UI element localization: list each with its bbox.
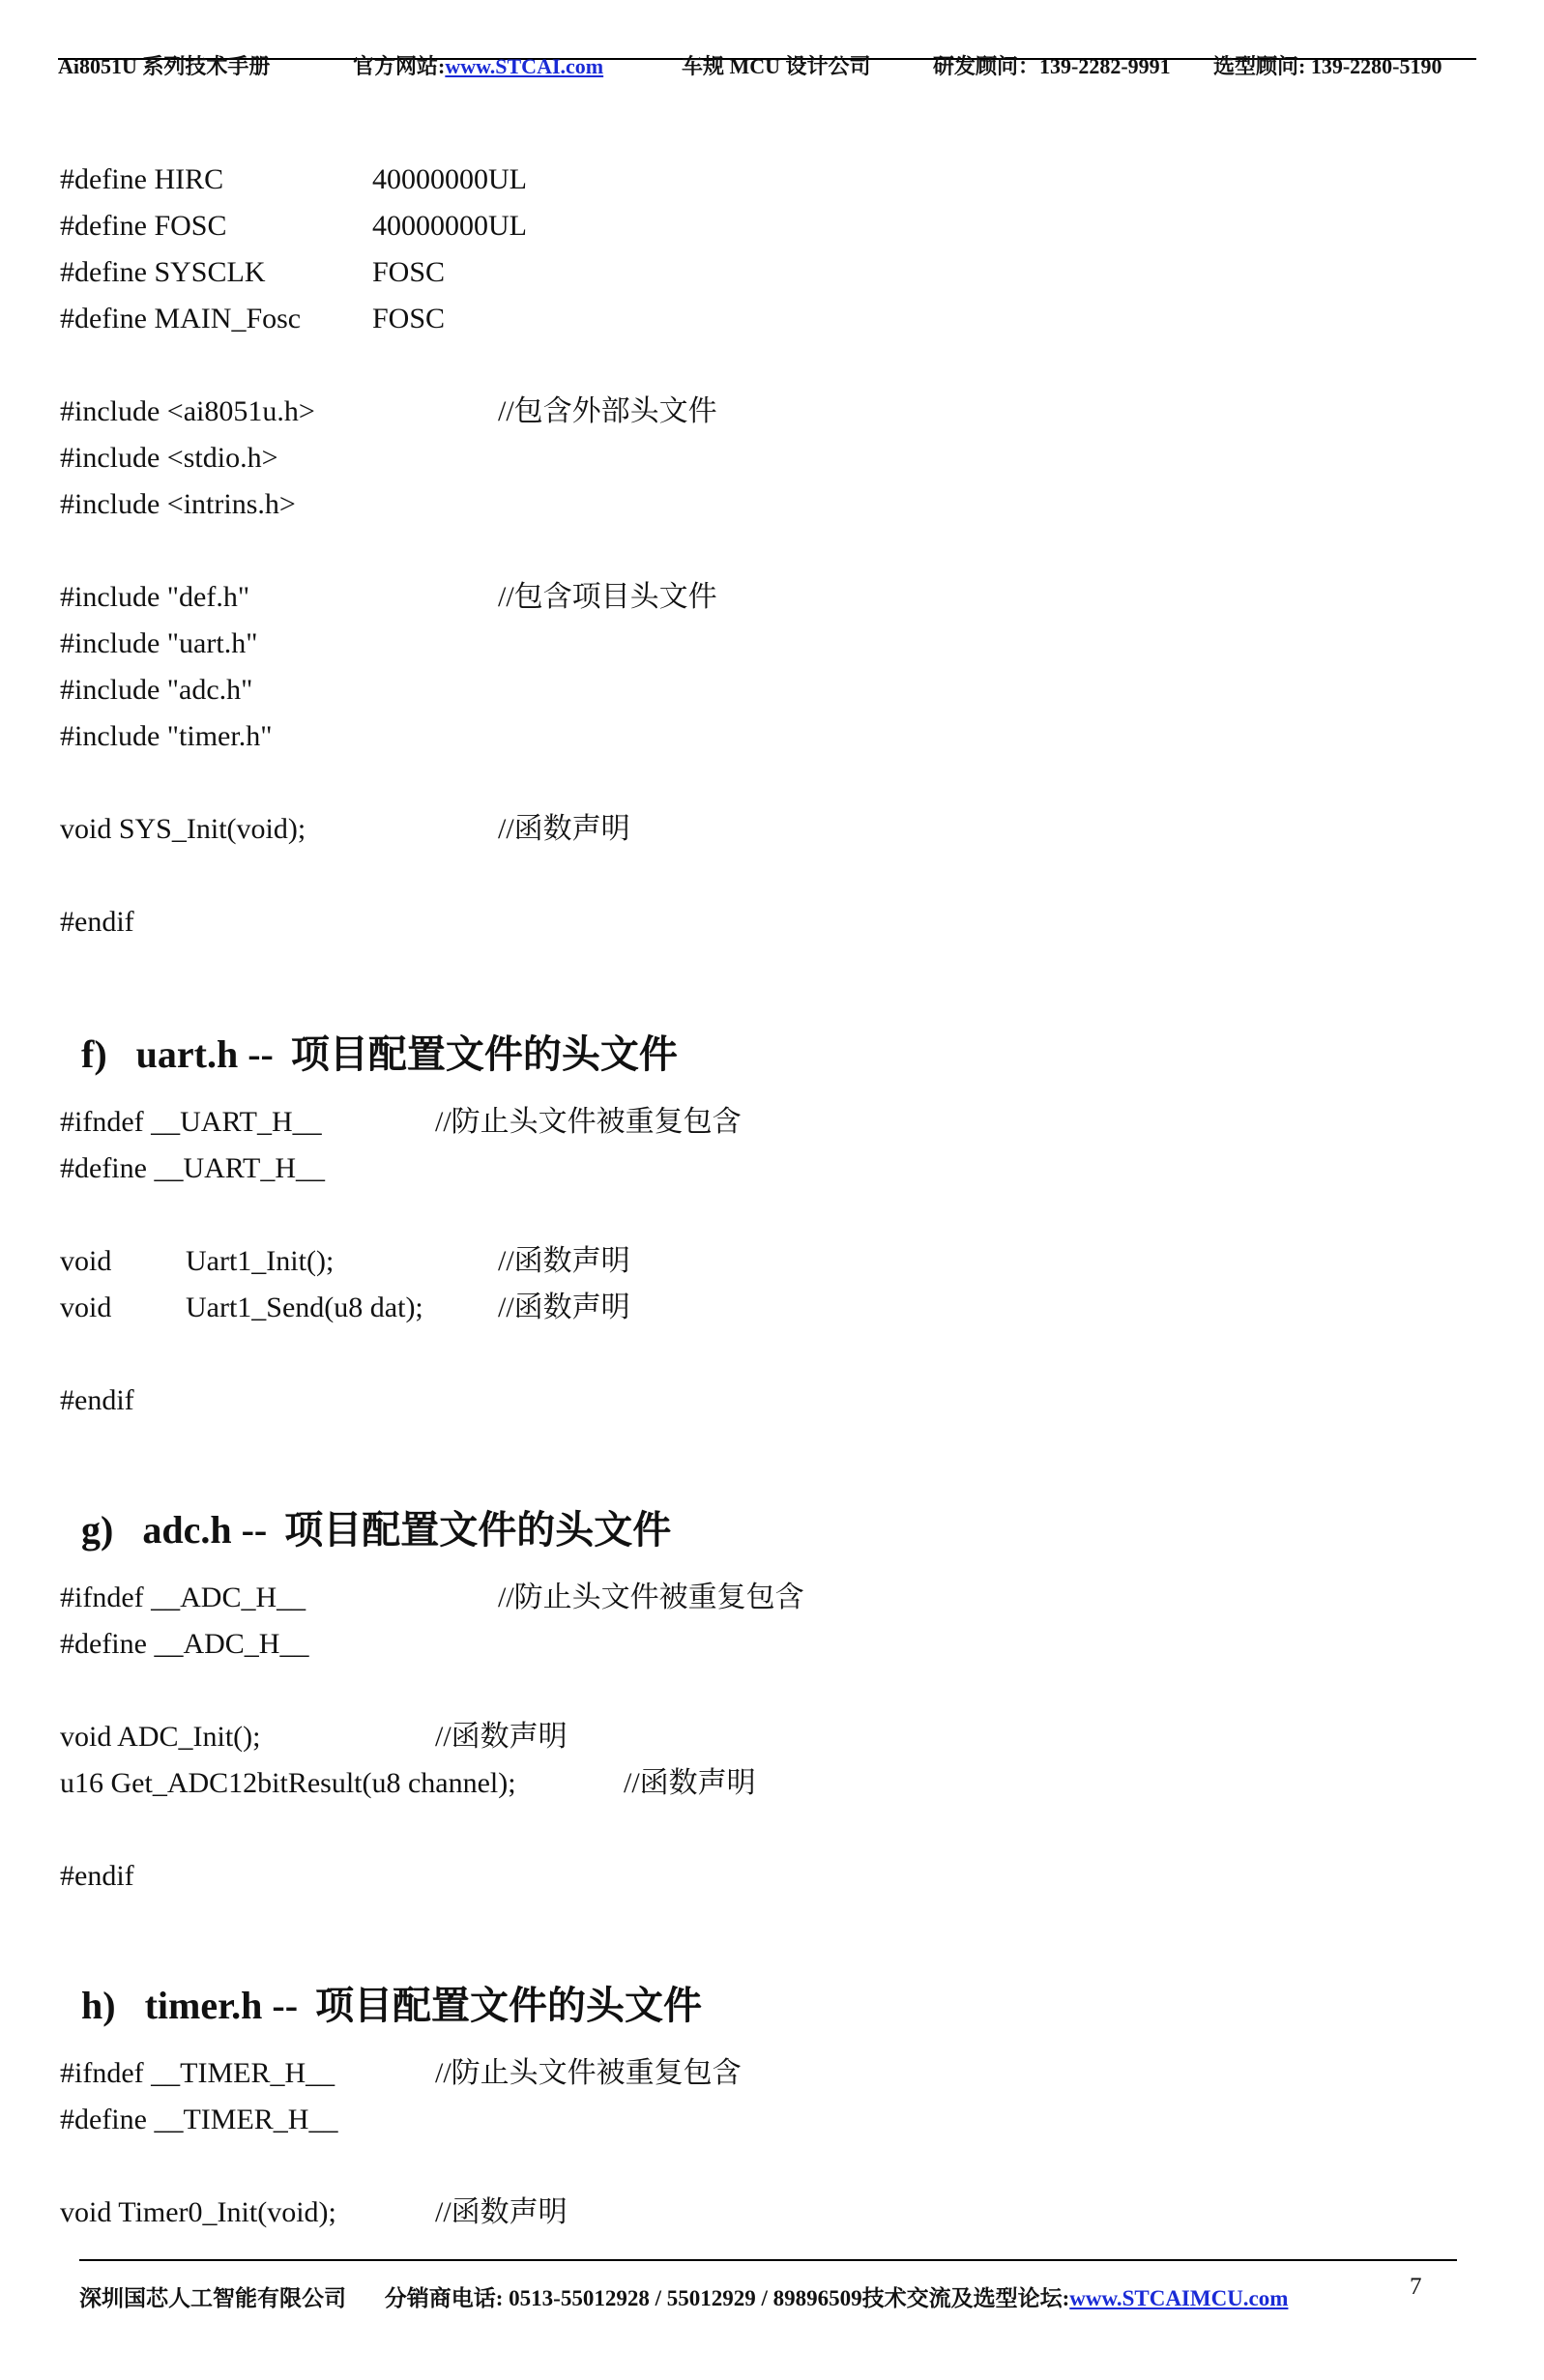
heading-file: adc.h -- — [142, 1508, 268, 1552]
heading-letter: h) — [81, 1984, 116, 2027]
heading-letter: f) — [81, 1032, 107, 1076]
page-footer — [79, 2259, 1457, 2310]
code-comment: //函数声明 — [498, 813, 630, 845]
manual-title: Ai8051U 系列技术手册 — [58, 54, 271, 78]
code-comment: //防止头文件被重复包含 — [498, 1582, 804, 1613]
site-label-text: 官方网站: — [353, 54, 446, 78]
define-value: 40000000UL — [372, 163, 527, 195]
code-comment: //包含项目头文件 — [498, 581, 717, 613]
company-tagline: 车规 MCU 设计公司 — [682, 54, 871, 78]
heading-text: 项目配置文件的头文件 — [315, 1984, 703, 2027]
forum-link[interactable]: www.STCAIMCU.com — [1069, 2286, 1289, 2310]
endif-line: #endif — [60, 1860, 134, 1892]
ifndef-line: #ifndef __ADC_H__ — [60, 1582, 306, 1613]
define-value: FOSC — [372, 256, 446, 288]
define-name: #define MAIN_Fosc — [60, 303, 302, 334]
endif-line: #endif — [60, 906, 134, 938]
footer-row — [79, 2280, 1288, 2312]
page-number: 7 — [1410, 2274, 1422, 2300]
section-heading-timer — [81, 1975, 702, 2030]
section-heading-adc — [81, 1499, 671, 1554]
code-comment: //包含外部头文件 — [498, 395, 717, 427]
function-declaration: u16 Get_ADC12bitResult(u8 channel); — [60, 1767, 516, 1799]
code-comment: //函数声明 — [435, 2196, 568, 2228]
include-line: #include "timer.h" — [60, 720, 273, 752]
define-value: 40000000UL — [372, 210, 527, 242]
decl-type: void — [60, 1292, 112, 1323]
define-name: #define SYSCLK — [60, 256, 266, 288]
heading-text: 项目配置文件的头文件 — [284, 1508, 672, 1552]
define-value: FOSC — [372, 303, 446, 334]
heading-file: timer.h -- — [144, 1984, 299, 2027]
footer-distributor: 分销商电话: 0513-55012928 / 55012929 / 89896509技术交流及选型论坛: — [384, 2286, 1070, 2310]
code-comment: //函数声明 — [498, 1292, 630, 1323]
ifndef-line: #ifndef __TIMER_H__ — [60, 2057, 335, 2089]
heading-letter: g) — [81, 1508, 114, 1552]
define-name: #define FOSC — [60, 210, 227, 242]
code-comment: //函数声明 — [498, 1245, 630, 1277]
code-comment: //防止头文件被重复包含 — [435, 1106, 742, 1138]
include-line: #include "uart.h" — [60, 627, 258, 659]
define-name: #define HIRC — [60, 163, 224, 195]
ifndef-line: #ifndef __UART_H__ — [60, 1106, 322, 1138]
footer-company: 深圳国芯人工智能有限公司 — [79, 2286, 346, 2310]
include-line: #include "adc.h" — [60, 674, 253, 706]
define-line: #define __UART_H__ — [60, 1152, 325, 1184]
heading-file: uart.h -- — [135, 1032, 274, 1076]
include-line: #include <stdio.h> — [60, 442, 278, 474]
page-header — [58, 50, 1476, 78]
include-line: #include <intrins.h> — [60, 488, 296, 520]
endif-line: #endif — [60, 1384, 134, 1416]
code-comment: //防止头文件被重复包含 — [435, 2057, 742, 2089]
function-declaration: void SYS_Init(void); — [60, 813, 306, 845]
function-declaration: void Timer0_Init(void); — [60, 2196, 336, 2228]
define-line: #define __TIMER_H__ — [60, 2104, 338, 2135]
define-line: #define __ADC_H__ — [60, 1628, 309, 1660]
decl-type: void — [60, 1245, 112, 1277]
decl-func: Uart1_Init(); — [186, 1245, 335, 1277]
include-line: #include "def.h" — [60, 581, 250, 613]
section-heading-uart — [81, 1024, 678, 1079]
site-link[interactable]: www.STCAI.com — [445, 54, 604, 78]
function-declaration: void ADC_Init(); — [60, 1721, 261, 1753]
selection-contact: 选型顾问: 139-2280-5190 — [1213, 54, 1442, 78]
code-comment: //函数声明 — [624, 1767, 756, 1799]
include-line: #include <ai8051u.h> — [60, 395, 315, 427]
decl-func: Uart1_Send(u8 dat); — [186, 1292, 423, 1323]
code-comment: //函数声明 — [435, 1721, 568, 1753]
site-label — [353, 50, 603, 80]
heading-text: 项目配置文件的头文件 — [290, 1032, 678, 1076]
rd-contact: 研发顾问：139-2282-9991 — [933, 54, 1171, 78]
